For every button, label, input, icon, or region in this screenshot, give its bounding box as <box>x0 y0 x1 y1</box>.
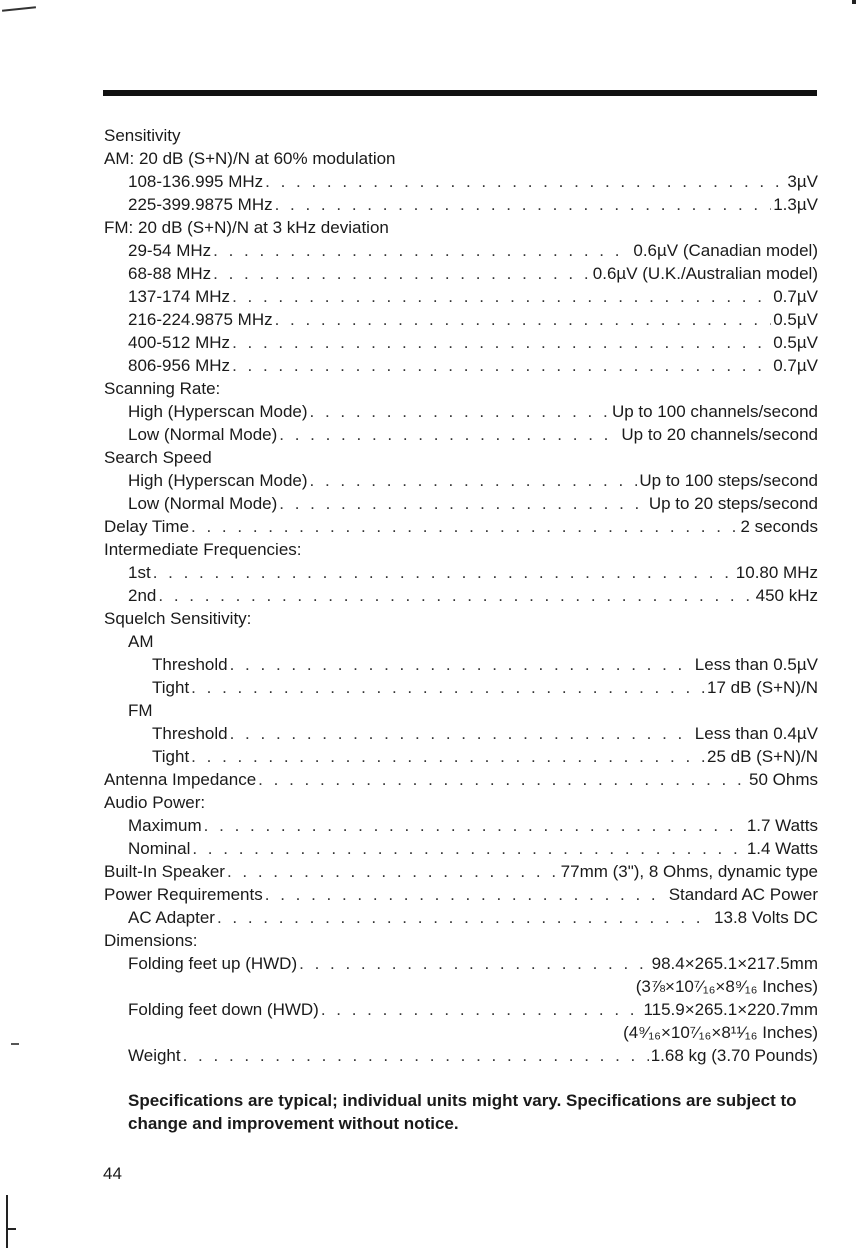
spec-row: 2nd . . . 450 kHz <box>104 584 818 607</box>
scan-mark <box>2 6 36 12</box>
spec-row: 806-956 MHz . . . 0.7µV <box>104 354 818 377</box>
section-heading: Scanning Rate: <box>104 379 221 398</box>
spec-row: Nominal . . . 1.4 Watts <box>104 837 818 860</box>
spec-row: Threshold . . . Less than 0.4µV <box>104 722 818 745</box>
spec-row: 68-88 MHz . . . 0.6µV (U.K./Australian model) <box>104 262 818 285</box>
spec-row: 1st . . . 10.80 MHz <box>104 561 818 584</box>
section-heading: Sensitivity <box>104 126 181 145</box>
spec-row: Antenna Impedance . . . 50 Ohms <box>104 768 818 791</box>
scan-dot <box>852 0 856 4</box>
specifications-note: Specifications are typical; individual units might vary. Specifications are subject to change and improvement without notice. <box>128 1091 797 1133</box>
spec-row: 108-136.995 MHz . . . 3µV <box>104 170 818 193</box>
spec-row: 216-224.9875 MHz . . . 0.5µV <box>104 308 818 331</box>
spec-row: 225-399.9875 MHz . . . 1.3µV <box>104 193 818 216</box>
section-heading: Squelch Sensitivity: <box>104 609 252 628</box>
spec-row: 137-174 MHz . . . 0.7µV <box>104 285 818 308</box>
spec-row: Folding feet up (HWD) . . . 98.4×265.1×217.5mm <box>104 952 818 975</box>
scan-mark <box>6 1228 16 1230</box>
spec-row: 29-54 MHz . . . 0.6µV (Canadian model) <box>104 239 818 262</box>
spec-row: Threshold . . . Less than 0.5µV <box>104 653 818 676</box>
page-number: 44 <box>103 1164 122 1183</box>
spec-row: Low (Normal Mode) . . . Up to 20 steps/second <box>104 492 818 515</box>
spec-row: Built-In Speaker . . . 77mm (3"), 8 Ohms, dynamic type <box>104 860 818 883</box>
spec-inches: (4⁹⁄₁₆×10⁷⁄₁₆×8¹¹⁄₁₆ Inches) <box>623 1023 818 1042</box>
spec-row: 400-512 MHz . . . 0.5µV <box>104 331 818 354</box>
specifications-list <box>104 124 818 1067</box>
spec-row: AC Adapter . . . 13.8 Volts DC <box>104 906 818 929</box>
scan-mark <box>11 1043 19 1045</box>
spec-row: High (Hyperscan Mode) . . . Up to 100 channels/second <box>104 400 818 423</box>
spec-row: Low (Normal Mode) . . . Up to 20 channels/second <box>104 423 818 446</box>
section-heading: Dimensions: <box>104 931 198 950</box>
spec-row: Delay Time . . . 2 seconds <box>104 515 818 538</box>
spec-row: Folding feet down (HWD) . . . 115.9×265.1×220.7mm <box>104 998 818 1021</box>
sub-heading: FM <box>128 701 153 720</box>
section-heading: Intermediate Frequencies: <box>104 540 302 559</box>
sub-heading: AM: 20 dB (S+N)/N at 60% modulation <box>104 149 396 168</box>
spec-row: Power Requirements . . . Standard AC Power <box>104 883 818 906</box>
spec-row: Tight . . . 25 dB (S+N)/N <box>104 745 818 768</box>
section-heading: Search Speed <box>104 448 212 467</box>
sub-heading: FM: 20 dB (S+N)/N at 3 kHz deviation <box>104 218 389 237</box>
spec-row: High (Hyperscan Mode) . . . Up to 100 steps/second <box>104 469 818 492</box>
section-heading: Audio Power: <box>104 793 206 812</box>
sub-heading: AM <box>128 632 154 651</box>
spec-row: Maximum . . . 1.7 Watts <box>104 814 818 837</box>
spec-row: Tight . . . 17 dB (S+N)/N <box>104 676 818 699</box>
scan-mark <box>6 1195 8 1248</box>
spec-inches: (3⅞×10⁷⁄₁₆×8⁹⁄₁₆ Inches) <box>635 977 818 996</box>
spec-row: Weight . . . 1.68 kg (3.70 Pounds) <box>104 1044 818 1067</box>
header-rule <box>103 90 817 96</box>
